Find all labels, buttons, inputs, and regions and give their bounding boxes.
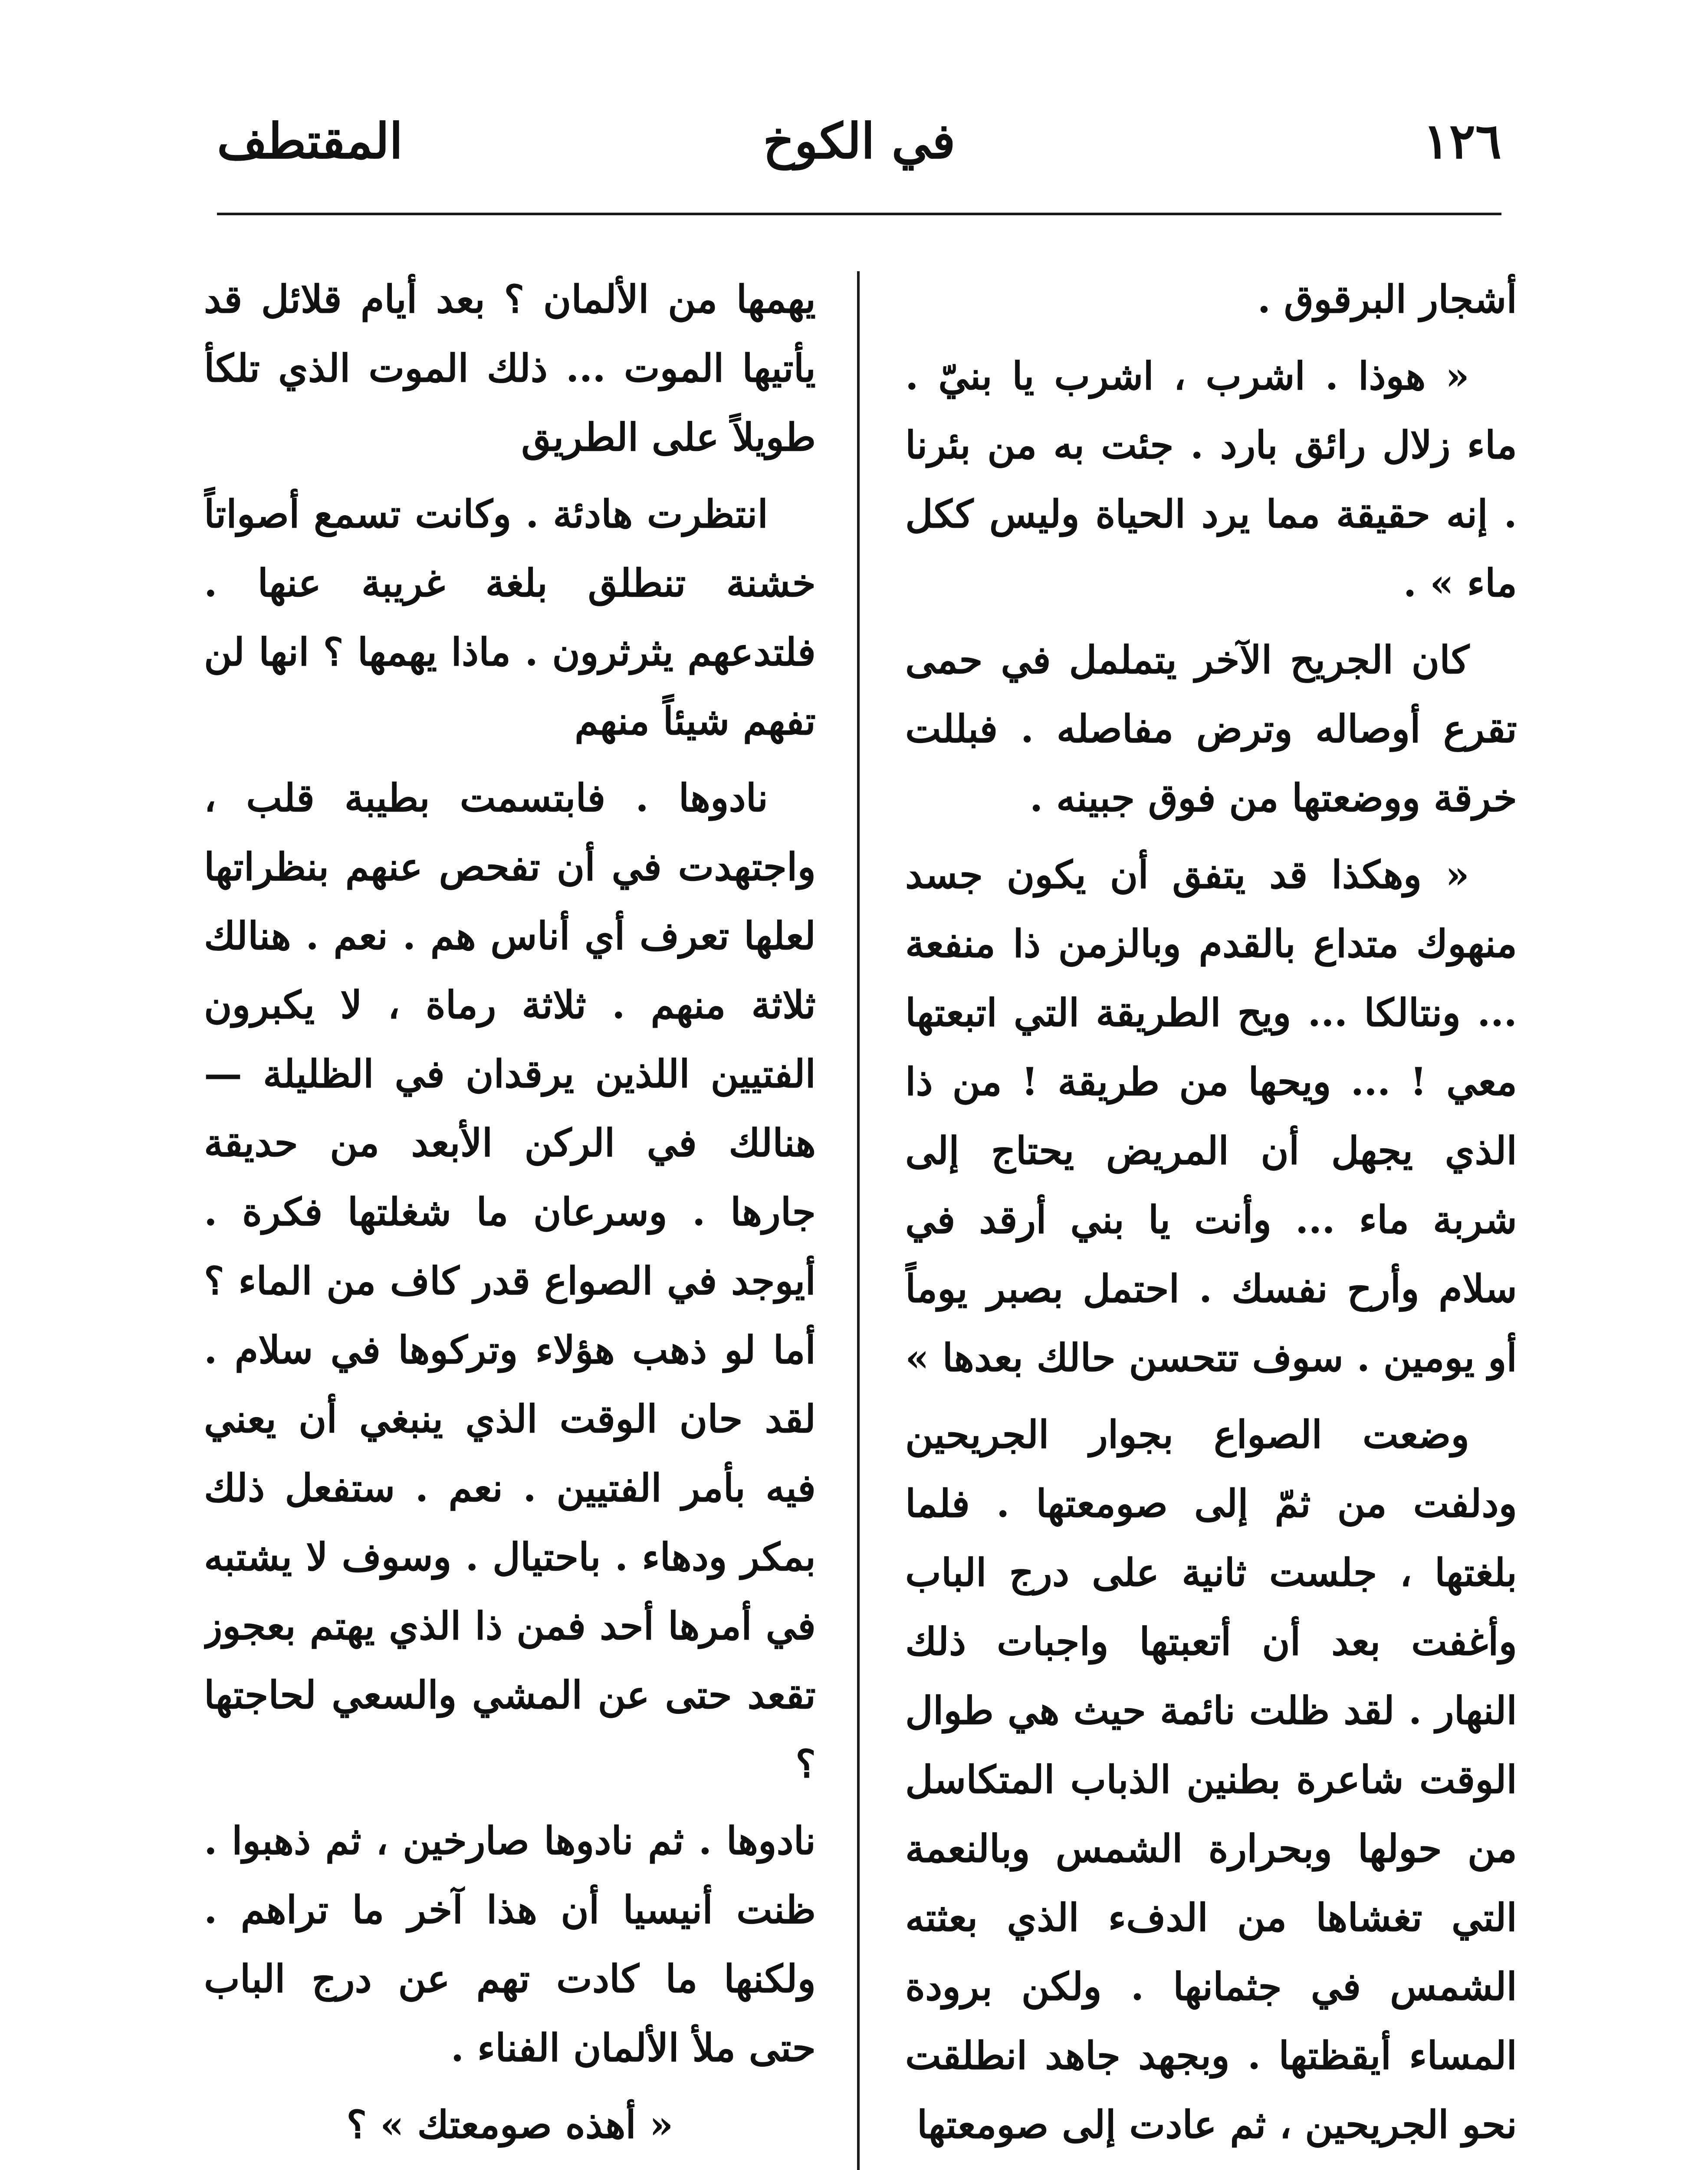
- paragraph: وضعت الصواع بجوار الجريحين ودلفت من ثمّ إلى صومعتها . فلما بلغتها ، جلست ثانية على درج الباب وأغفت بعد أن أتعبتها واجبات ذلك النهار . لقد ظلت نائمة حيث هي طوال الوقت شاعرة بطنين الذباب المتكاسل من حولها وبحرارة الشمس وبالنعمة التي تغشاها من الدفء الذي بعثته الشمس في جثمانها . ولكن برودة المساء أيقظتها . وبجهد جاهد انطلقت نحو الجريحين ، ثم عادت إلى صومعتها: [905, 1412, 1517, 2147]
- right-column: [905, 265, 1517, 2170]
- paragraph: « وهكذا قد يتفق أن يكون جسد منهوك متداع بالقدم وبالزمن ذا منفعة ... ونتالكا ... ويح الطريقة التي اتبعتها معي ! ... ويحها من طريقة ! من ذا الذي يجهل أن المريض يحتاج إلى شربة ماء ... وأنت يا بني أرقد في سلام وأرح نفسك . احتمل بصبر يوماً أو يومين . سوف تتحسن حالك بعدها »: [905, 852, 1517, 1380]
- page-number: ١٢٦: [1423, 113, 1501, 170]
- running-header: [217, 100, 1501, 187]
- paragraph: [204, 2167, 816, 2170]
- header-rule: [217, 213, 1501, 215]
- paragraph: يهمها من الألمان ؟ بعد أيام قلائل قد يأتيها الموت ... ذلك الموت الذي تلكأ طويلاً على الطريق: [204, 276, 816, 460]
- article-title: في الكوخ: [763, 113, 956, 170]
- paragraph: كان الجريح الآخر يتململ في حمى تقرع أوصاله وترض مفاصله . فبللت خرقة ووضعتها من فوق جبينه .: [905, 637, 1517, 820]
- paragraph: انتظرت هادئة . وكانت تسمع أصواتاً خشنة تنطلق بلغة غريبة عنها . فلتدعهم يثرثرون . ماذا يهمها ؟ انها لن تفهم شيئاً منهم: [204, 491, 816, 743]
- paragraph: أشجار البرقوق .: [1257, 276, 1517, 322]
- paragraph: نادوها . ثم نادوها صارخين ، ثم ذهبوا . ظنت أنيسيا أن هذا آخر ما تراهم . ولكنها ما كادت تهم عن درج الباب حتى ملأ الألمان الفناء .: [204, 1818, 816, 2070]
- left-column: [204, 265, 816, 2170]
- column-divider: [857, 271, 860, 2170]
- paragraph: [905, 2167, 1517, 2170]
- paragraph: « هوذا . اشرب ، اشرب يا بنيّ . ماء زلال رائق بارد . جئت به من بئرنا . إنه حقيقة مما يرد الحياة وليس ككل ماء » .: [905, 353, 1517, 605]
- paragraph: نادوها . فابتسمت بطيبة قلب ، واجتهدت في أن تفحص عنهم بنظراتها لعلها تعرف أي أناس هم . نعم . هنالك ثلاثة منهم . ثلاثة رماة ، لا يكبرون الفتيين اللذين يرقدان في الظليلة — هنالك في الركن الأبعد من حديقة جارها . وسرعان ما شغلتها فكرة . أيوجد في الصواع قدر كاف من الماء ؟ أما لو ذهب هؤلاء وتركوها في سلام . لقد حان الوقت الذي ينبغي أن يعني فيه بأمر الفتيين . نعم . ستفعل ذلك بمكر ودهاء . باحتيال . وسوف لا يشتبه في أمرها أحد فمن ذا الذي يهتم بعجوز تقعد حتى عن المشي والسعي لحاجتها ؟: [204, 775, 816, 1786]
- paragraph: « أهذه صومعتك » ؟: [346, 2102, 673, 2147]
- journal-name: المقتطف: [217, 113, 403, 170]
